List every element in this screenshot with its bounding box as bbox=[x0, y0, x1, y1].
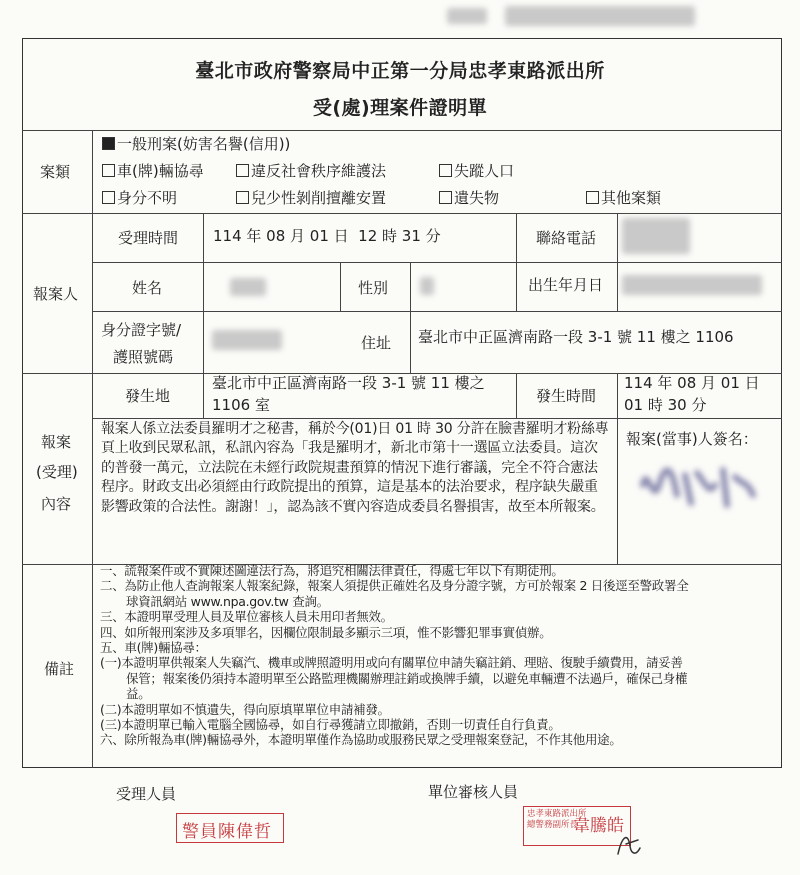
reviewer-stamp-small1: 忠孝東路派出所 bbox=[527, 809, 587, 819]
note-line: (一)本證明單供報案人失竊汽、機車或牌照證明用或向有關單位申請失竊註銷、理賠、復駛手續費用，請妥善 bbox=[100, 655, 683, 671]
note-line: 一、謊報案件或不實陳述圖違法行為，將追究相關法律責任，得處七年以下有期徒刑。 bbox=[100, 563, 564, 578]
title-line2: 受(處)理案件證明單 bbox=[312, 97, 488, 119]
reviewer-stamp-small2: 總警務副所長 bbox=[527, 820, 579, 830]
dob-label: 出生年月日 bbox=[528, 276, 604, 294]
note-line: (二)本證明單如不慎遺失，得向原填單單位申請補發。 bbox=[100, 701, 390, 717]
redacted-gender bbox=[420, 277, 434, 295]
place-line2: 1106 室 bbox=[212, 396, 270, 414]
incident-label-line1: 報案 bbox=[41, 433, 72, 451]
option-child-exploitation: 兒少性剝削擅離安置 bbox=[236, 191, 386, 206]
time-line1: 114 年 08 月 01 日 bbox=[624, 374, 760, 392]
checkbox bbox=[102, 164, 115, 177]
reporter-section-label: 報案人 bbox=[33, 285, 79, 303]
gender-label: 性別 bbox=[358, 279, 389, 297]
id-label-line2: 護照號碼 bbox=[113, 348, 174, 366]
checked-case-item: 一般刑案(妨害名譽(信用)) bbox=[102, 137, 290, 152]
option-vehicle: 車(牌)輛協尋 bbox=[102, 164, 204, 179]
note-line: 保管；報案後仍須持本證明單至公路監理機關辦理註銷或換牌手續，以避免車輛遭不法過戶，確保己身權 bbox=[126, 670, 688, 686]
incident-label-line2: (受理) bbox=[36, 463, 78, 481]
name-label: 姓名 bbox=[132, 279, 163, 297]
note-line: 益。 bbox=[126, 686, 151, 702]
received-time-value: 114 年 08 月 01 日 12 時 31 分 bbox=[213, 227, 441, 245]
address-label: 住址 bbox=[361, 334, 392, 352]
time-line2: 01 時 30 分 bbox=[624, 396, 707, 414]
reviewer-label: 單位審核人員 bbox=[428, 783, 519, 801]
case-type-label: 案類 bbox=[40, 163, 71, 181]
note-line: 三、本證明單受理人員及單位審核人員未用印者無效。 bbox=[100, 609, 393, 625]
id-label-line1: 身分證字號/ bbox=[101, 321, 182, 339]
redacted-phone bbox=[622, 218, 690, 254]
blurred-signature bbox=[635, 455, 765, 515]
phone-label: 聯絡電話 bbox=[536, 229, 597, 247]
checkbox bbox=[439, 164, 452, 177]
notes-label: 備註 bbox=[44, 660, 75, 678]
checkbox bbox=[586, 191, 599, 204]
option-unknown-identity: 身分不明 bbox=[102, 191, 177, 206]
receiver-stamp-text: 警員陳偉哲 bbox=[182, 822, 272, 842]
note-line: 球資訊網站 www.npa.gov.tw 查詢。 bbox=[126, 593, 329, 609]
redacted-header-left bbox=[447, 8, 487, 24]
note-line: (三)本證明單已輸入電腦全國協尋，如自行尋獲請立即撤銷，否則一切責任自行負責。 bbox=[100, 717, 561, 733]
notes-list bbox=[100, 563, 776, 748]
receiver-stamp bbox=[176, 813, 284, 843]
time-label: 發生時間 bbox=[536, 387, 597, 405]
receiver-label: 受理人員 bbox=[116, 785, 177, 803]
title-line1: 臺北市政府警察局中正第一分局忠孝東路派出所 bbox=[195, 60, 605, 82]
incident-label-line3: 內容 bbox=[41, 495, 72, 513]
address-value: 臺北市中正區濟南路一段 3-1 號 11 樓之 1106 bbox=[418, 328, 734, 346]
checked-box bbox=[102, 137, 115, 150]
reviewer-stamp-name: 韋騰皓 bbox=[573, 816, 624, 836]
signature-label: 報案(當事)人簽名： bbox=[626, 430, 758, 448]
received-time-label: 受理時間 bbox=[118, 229, 179, 247]
option-lost-property: 遺失物 bbox=[439, 191, 499, 206]
note-line: 六、除所報為車(牌)輛協尋外，本證明單僅作為協助或服務民眾之受理報案登記，不作其他用途。 bbox=[100, 732, 622, 748]
incident-content: 報案人係立法委員羅明才之秘書，稱於今(01)日 01 時 30 分許在臉書羅明才粉絲專頁上收到民眾私訊，私訊內容為「我是羅明才，新北市第十一選區立法委員。這次的普發一萬元，立法院在未經行政院規畫預算的情況下進行審議，完全不符合憲法程序。財政支出必須經由行政院提出的預算，這是基本的法治要求，程序缺失嚴重影響政策的合法性。謝謝！」，認為該不實內容造成委員名譽損害，故至本所報案。 bbox=[101, 421, 609, 515]
redacted-header-right bbox=[505, 6, 695, 26]
redacted-id bbox=[212, 330, 282, 350]
option-missing-person: 失蹤人口 bbox=[439, 164, 514, 179]
place-line1: 臺北市中正區濟南路一段 3-1 號 11 樓之 bbox=[212, 374, 485, 392]
redacted-name bbox=[230, 278, 266, 296]
handwritten-initial-icon bbox=[612, 826, 646, 860]
note-line: 四、如所報刑案涉及多項罪名，因欄位限制最多顯示三項，惟不影響犯罪事實偵辦。 bbox=[100, 624, 552, 640]
place-label: 發生地 bbox=[125, 387, 171, 405]
checkbox bbox=[439, 191, 452, 204]
checkbox bbox=[236, 191, 249, 204]
checkbox bbox=[236, 164, 249, 177]
checkbox bbox=[102, 191, 115, 204]
option-social-order: 違反社會秩序維護法 bbox=[236, 164, 386, 179]
note-line: 二、為防止他人查詢報案人報案紀錄，報案人須提供正確姓名及身分證字號，方可於報案 2 日後逕至警政署全 bbox=[100, 578, 689, 594]
redacted-dob bbox=[622, 275, 762, 295]
option-other: 其他案類 bbox=[586, 191, 661, 206]
note-line: 五、車(牌)輛協尋： bbox=[100, 640, 207, 656]
